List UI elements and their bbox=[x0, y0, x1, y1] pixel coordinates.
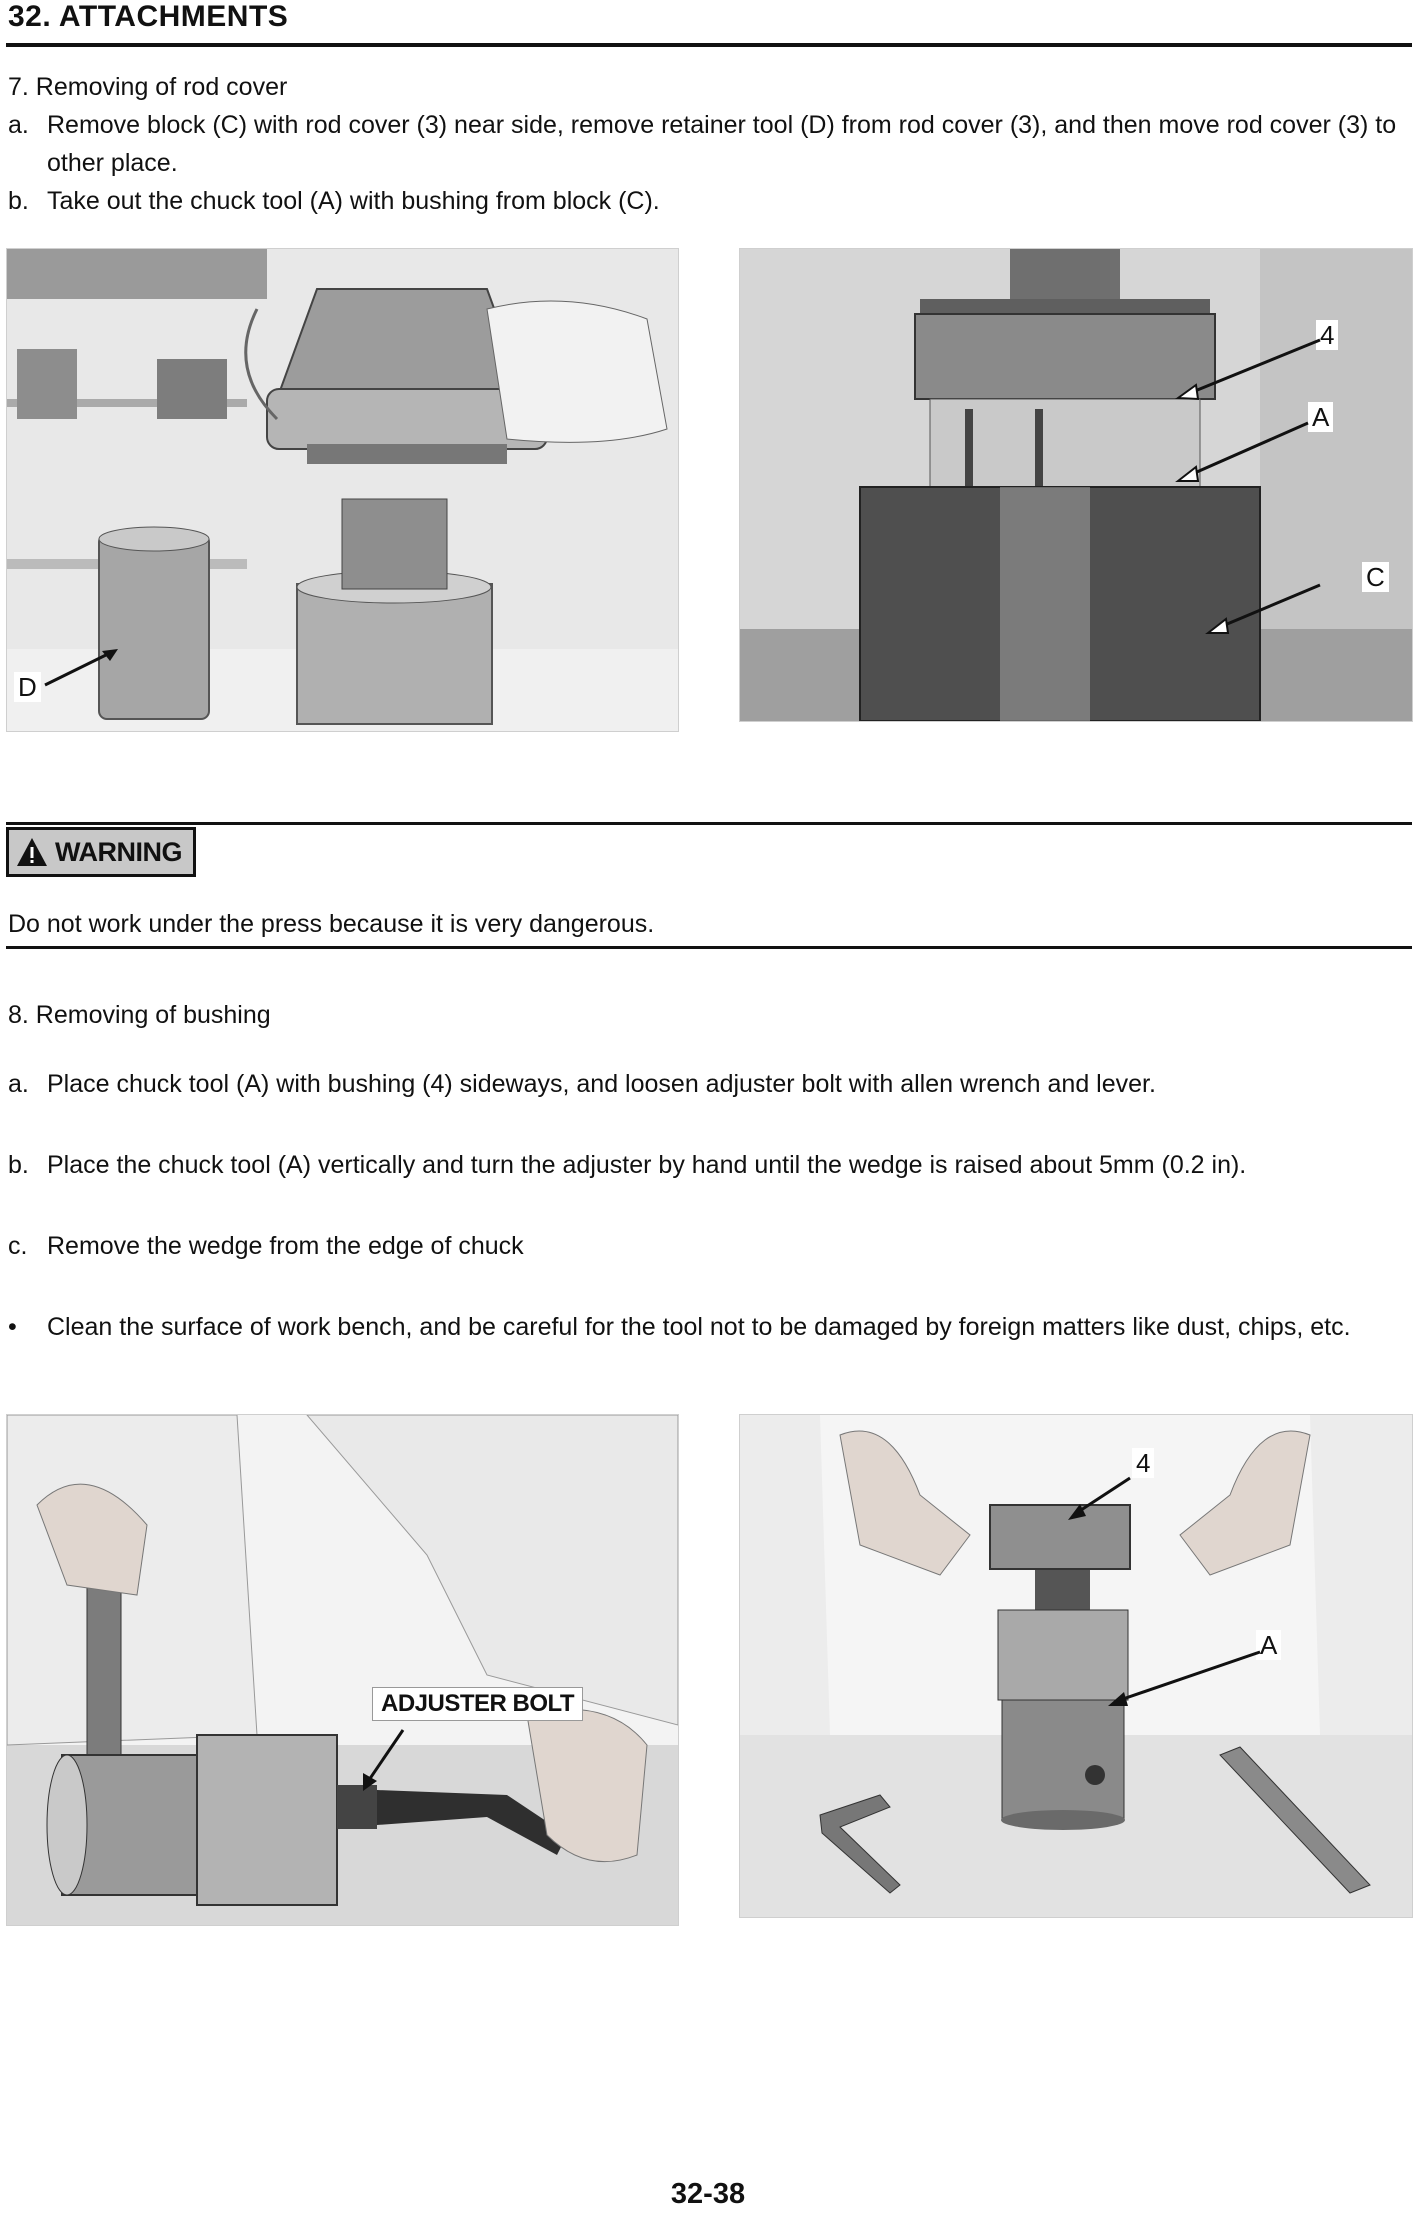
step-label: b. bbox=[8, 187, 29, 215]
photo-loosen-adjuster-bolt bbox=[6, 1414, 679, 1926]
step-text: Place the chuck tool (A) vertically and turn the adjuster by hand until the wedge is raised about 5mm (0.2 in). bbox=[47, 1151, 1247, 1179]
step-label: b. bbox=[8, 1151, 29, 1179]
step-text: Remove block (C) with rod cover (3) near side, remove retainer tool (D) from rod cover (3), and then move rod cover (3) to other place. bbox=[47, 111, 1397, 177]
page-number: 32-38 bbox=[670, 2178, 746, 2210]
callout-arrows-top-right bbox=[1170, 335, 1330, 635]
step-label: • bbox=[8, 1313, 17, 1341]
callout-label-a: A bbox=[1308, 402, 1333, 432]
callout-label-a-bottom: A bbox=[1256, 1630, 1281, 1660]
section-heading: 8. Removing of bushing bbox=[8, 1001, 271, 1029]
step-text: Remove the wedge from the edge of chuck bbox=[47, 1232, 524, 1260]
callout-label-c: C bbox=[1362, 562, 1389, 592]
callout-label-d: D bbox=[14, 672, 41, 702]
warning-triangle-icon bbox=[15, 836, 49, 868]
section-heading: 7. Removing of rod cover bbox=[8, 73, 288, 101]
step-item bbox=[8, 1065, 1408, 1103]
step-item bbox=[8, 106, 1408, 182]
warning-label: WARNING bbox=[55, 836, 182, 867]
step-item bbox=[8, 182, 1408, 220]
step-text: Place chuck tool (A) with bushing (4) sideways, and loosen adjuster bolt with allen wrench and lever. bbox=[47, 1070, 1156, 1098]
callout-arrow-adjuster-bolt bbox=[355, 1725, 415, 1795]
step-item bbox=[8, 1308, 1408, 1346]
step-item bbox=[8, 1146, 1408, 1184]
step-label: a. bbox=[8, 1070, 29, 1098]
step-label: a. bbox=[8, 111, 29, 139]
header-rule bbox=[6, 43, 1412, 47]
callout-arrow-d bbox=[40, 645, 130, 690]
callout-arrows-bottom-right bbox=[1050, 1460, 1300, 1720]
step-label: c. bbox=[8, 1232, 28, 1260]
step-item bbox=[8, 1227, 1408, 1265]
warning-bottom-rule bbox=[6, 946, 1412, 949]
callout-label-adjuster-bolt: ADJUSTER BOLT bbox=[372, 1687, 583, 1721]
section-7 bbox=[8, 68, 1408, 220]
step-text: Clean the surface of work bench, and be careful for the tool not to be damaged by foreign matters like dust, chips, etc. bbox=[47, 1313, 1351, 1341]
warning-top-rule bbox=[6, 822, 1412, 825]
warning-text: Do not work under the press because it is very dangerous. bbox=[8, 910, 655, 938]
step-text: Take out the chuck tool (A) with bushing from block (C). bbox=[47, 187, 660, 215]
warning-badge bbox=[6, 827, 196, 877]
callout-label-4-bottom: 4 bbox=[1132, 1448, 1154, 1478]
page-title: 32. ATTACHMENTS bbox=[8, 0, 289, 33]
callout-label-4: 4 bbox=[1316, 320, 1338, 350]
